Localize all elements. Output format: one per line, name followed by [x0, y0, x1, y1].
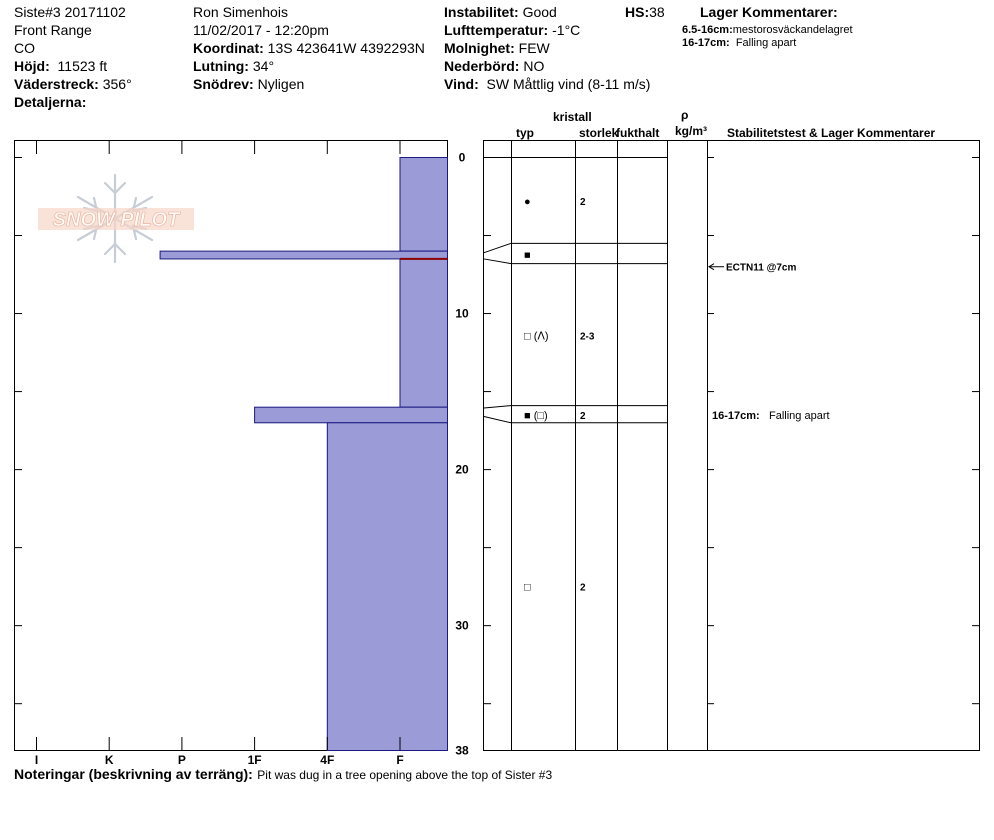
crystal-type: ● — [524, 196, 531, 209]
sky-value: FEW — [518, 40, 550, 56]
rho-header: ρ — [681, 108, 689, 122]
layer-table-lines — [484, 141, 708, 750]
test-result-label: ECTN11 @7cm — [726, 262, 797, 274]
hardness-layer-bar — [327, 423, 447, 751]
depth-tick-label: 0 — [458, 150, 466, 165]
elevation-value: 11523 ft — [57, 58, 108, 74]
type-header: typ — [516, 126, 534, 140]
layer-connector — [484, 417, 511, 423]
drift-label: Snödrev: — [193, 76, 254, 92]
layer-comment-2-range: 16-17cm: — [682, 37, 730, 49]
hardness-layer-bar — [160, 251, 447, 259]
crystal-size: 2 — [580, 582, 586, 594]
layer-comment-range: 16-17cm: — [712, 409, 760, 422]
crystal-type: □ — [524, 581, 531, 594]
drift-value: Nyligen — [257, 76, 305, 92]
stability-header: Stabilitetstest & Lager Kommentarer — [727, 126, 936, 140]
snowpilot-logo-text: SNOW PILOT — [52, 209, 180, 231]
hardness-tick-label: 1F — [247, 753, 262, 767]
precip-label: Nederbörd: — [444, 58, 520, 74]
datetime: 11/02/2017 - 12:20pm — [193, 22, 329, 38]
crystal-rows — [524, 196, 595, 593]
notes-label: Noteringar (beskrivning av terräng): — [14, 766, 253, 782]
density-unit-header: kg/m³ — [675, 124, 708, 138]
crystal-size: 2 — [580, 410, 586, 422]
hardness-layer-bar — [400, 259, 448, 407]
hardness-bars — [160, 158, 447, 751]
crystal-size: 2 — [580, 197, 586, 209]
state: CO — [14, 40, 35, 56]
depth-tick-label: 30 — [455, 618, 469, 633]
stability-tests — [709, 263, 830, 422]
hs-label: HS: — [625, 4, 650, 20]
crystal-type: □ (ᐱ) — [524, 330, 549, 343]
precip-value: NO — [523, 58, 545, 74]
elevation-label: Höjd: — [14, 58, 50, 74]
layer-connector — [484, 243, 511, 252]
stability-column-ticks — [707, 158, 979, 704]
sky-label: Molnighet: — [444, 40, 515, 56]
hardness-tick-label: K — [104, 753, 114, 767]
wind-value: SW Måttlig vind (8-11 m/s) — [486, 76, 651, 92]
layer-comment-1-text: mestorosväckandelagret — [732, 24, 853, 36]
hardness-tick-label: P — [177, 753, 186, 767]
hardness-layer-bar — [400, 158, 448, 252]
coord-value: 13S 423641W 4392293N — [267, 40, 425, 56]
slope-value: 34° — [252, 58, 275, 74]
notes-row — [14, 766, 552, 784]
hs-value: 38 — [649, 4, 665, 20]
slope-label: Lutning: — [193, 58, 249, 74]
range-name: Front Range — [14, 22, 92, 38]
crystal-type: ■ (□) — [524, 409, 548, 422]
layer-comment-1-range: 6.5-16cm: — [682, 24, 733, 36]
layer-comments-title: Lager Kommentarer: — [700, 4, 838, 20]
crystal-type: ■ — [524, 249, 531, 262]
hardness-tick-label: 4F — [320, 753, 335, 767]
aspect-label: Väderstreck: — [14, 76, 99, 92]
hardness-tick-label: F — [396, 753, 404, 767]
depth-tick-label: 20 — [455, 462, 469, 477]
hardness-layer-bar — [255, 407, 448, 423]
wind-label: Vind: — [444, 76, 479, 92]
airtemp-label: Lufttemperatur: — [444, 22, 549, 38]
observer: Ron Simenhois — [193, 4, 288, 20]
layer-table-frame — [484, 141, 980, 751]
aspect-value: 356° — [102, 76, 132, 92]
layer-comment-2-text: Falling apart — [735, 37, 797, 49]
layer-connector — [484, 406, 511, 408]
layer-comment-text: Falling apart — [769, 409, 830, 422]
depth-tick-label: 10 — [455, 306, 469, 321]
site-name: Siste#3 20171102 — [14, 4, 126, 20]
size-header: storlek — [579, 126, 619, 140]
layer-connector — [484, 259, 511, 264]
moisture-header: fukthalt — [616, 126, 660, 140]
coord-label: Koordinat: — [193, 40, 264, 56]
depth-tick-label: 38 — [455, 743, 469, 758]
instability-label: Instabilitet: — [444, 4, 519, 20]
hardness-tick-label: I — [34, 753, 39, 767]
crystal-header: kristall — [553, 110, 592, 124]
crystal-size: 2-3 — [580, 331, 595, 343]
notes-text: Pit was dug in a tree opening above the top of Sister #3 — [257, 768, 553, 782]
details-label: Detaljerna: — [14, 94, 87, 110]
instability-value: Good — [522, 4, 557, 20]
airtemp-value: -1°C — [552, 22, 581, 38]
